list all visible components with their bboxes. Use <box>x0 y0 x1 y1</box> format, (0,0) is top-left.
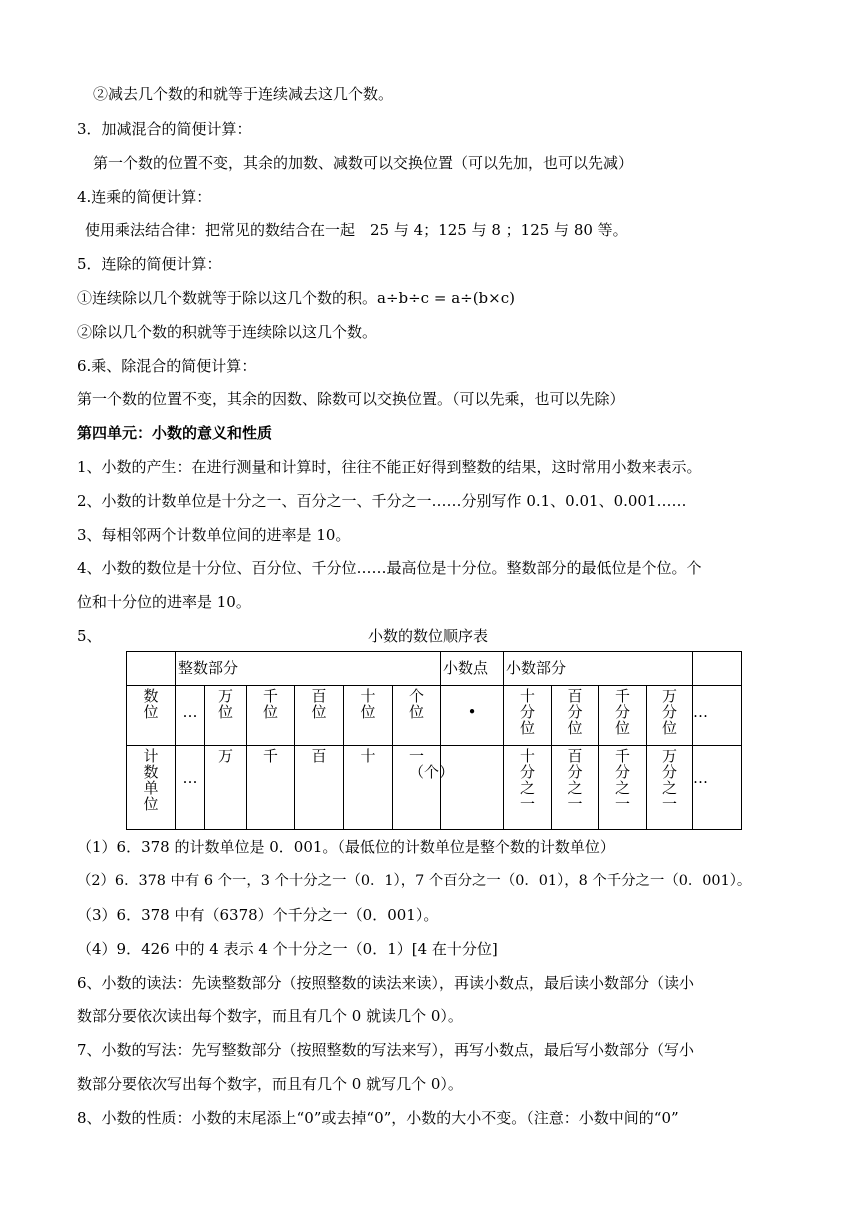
text-line: 6、小数的读法：先读整数部分（按照整数的读法来读），再读小数点，最后读小数部分（读小 <box>77 974 695 992</box>
unit-wanfen: 万分之一 <box>647 746 693 830</box>
text-line: ①连续除以几个数就等于除以这几个数的积。a÷b÷c = a÷(b×c) <box>77 289 515 307</box>
place-wanfen: 万分位 <box>647 686 693 746</box>
text-line: （1）6．378 的计数单位是 0．001。（最低位的计数单位是整个数的计数单位） <box>77 838 615 856</box>
section-heading: 3．加减混合的简便计算： <box>77 120 252 138</box>
row-label: 计数单位 <box>127 746 176 830</box>
decimal-point-cell <box>441 746 504 830</box>
place-qian: 千位 <box>247 686 295 746</box>
text-line: 2、小数的计数单位是十分之一、百分之一、千分之一……分别写作 0.1、0.01、0.001…… <box>77 492 687 510</box>
place-qianfen: 千分位 <box>599 686 647 746</box>
unit-ge: 一（个） <box>393 746 441 830</box>
unit-baifen: 百分之一 <box>552 746 599 830</box>
text-line: 位和十分位的进率是 10。 <box>77 593 251 611</box>
place-baifen: 百分位 <box>552 686 599 746</box>
text-line: （3）6．378 中有（6378）个千分之一（0．001）。 <box>77 906 439 924</box>
text-line: 4、小数的数位是十分位、百分位、千分位……最高位是十分位。整数部分的最低位是个位。个 <box>77 559 702 577</box>
place-ge: 个位 <box>393 686 441 746</box>
place-shifen: 十分位 <box>504 686 552 746</box>
text-line: 8、小数的性质：小数的末尾添上“0”或去掉“0”，小数的大小不变。（注意：小数中间的“0” <box>77 1109 679 1127</box>
text-line: 1、小数的产生：在进行测量和计算时，往往不能正好得到整数的结果，这时常用小数来表示。 <box>77 458 702 476</box>
unit-shi: 十 <box>344 746 393 830</box>
place-bai: 百位 <box>295 686 344 746</box>
item-number: 5、 <box>77 627 102 645</box>
text-line: 3、每相邻两个计数单位间的进率是 10。 <box>77 526 351 544</box>
text-line: ②减去几个数的和就等于连续减去这几个数。 <box>93 85 394 103</box>
row-label: 数位 <box>127 686 176 746</box>
unit-bai: 百 <box>295 746 344 830</box>
ellipsis-cell: … <box>693 686 742 746</box>
place-wan: 万位 <box>205 686 247 746</box>
table-corner-cell <box>127 652 176 686</box>
text-line: 7、小数的写法：先写整数部分（按照整数的写法来写），再写小数点，最后写小数部分（写小 <box>77 1041 695 1059</box>
unit-wan: 万 <box>205 746 247 830</box>
decimal-point-cell: • <box>441 686 504 746</box>
decimal-part-header: 小数部分 <box>504 652 693 686</box>
table-empty-cell <box>693 652 742 686</box>
section-heading: 6.乘、除混合的简便计算： <box>77 357 257 375</box>
unit-shifen: 十分之一 <box>504 746 552 830</box>
text-line: 使用乘法结合律：把常见的数结合在一起 25 与 4；125 与 8 ；125 与 80 等。 <box>85 221 628 239</box>
text-line: （4）9．426 中的 4 表示 4 个十分之一（0．1）[4 在十分位] <box>77 940 498 958</box>
ellipsis-cell: … <box>176 686 205 746</box>
place-shi: 十位 <box>344 686 393 746</box>
text-line: 第一个数的位置不变，其余的加数、减数可以交换位置（可以先加，也可以先减） <box>93 154 634 172</box>
table-title: 小数的数位顺序表 <box>368 627 489 645</box>
section-heading: 5．连除的简便计算： <box>77 255 222 273</box>
unit-qianfen: 千分之一 <box>599 746 647 830</box>
ellipsis-cell: … <box>176 746 205 830</box>
section-heading: 4.连乘的简便计算： <box>77 188 212 206</box>
decimal-point-header: 小数点 <box>441 652 504 686</box>
text-line: 第一个数的位置不变，其余的因数、除数可以交换位置。（可以先乘，也可以先除） <box>77 390 625 408</box>
decimal-place-table <box>126 651 742 830</box>
integer-part-header: 整数部分 <box>176 652 441 686</box>
text-line: 数部分要依次读出每个数字，而且有几个 0 就读几个 0）。 <box>77 1007 463 1025</box>
text-line: ②除以几个数的积就等于连续除以这几个数。 <box>77 323 378 341</box>
unit-qian: 千 <box>247 746 295 830</box>
text-line: （2）6．378 中有 6 个一，3 个十分之一（0．1），7 个百分之一（0．01），8 个千分之一（0．001）。 <box>77 873 752 889</box>
unit-title: 第四单元：小数的意义和性质 <box>77 424 273 442</box>
ellipsis-cell: … <box>693 746 742 830</box>
text-line: 数部分要依次写出每个数字，而且有几个 0 就写几个 0）。 <box>77 1075 463 1093</box>
